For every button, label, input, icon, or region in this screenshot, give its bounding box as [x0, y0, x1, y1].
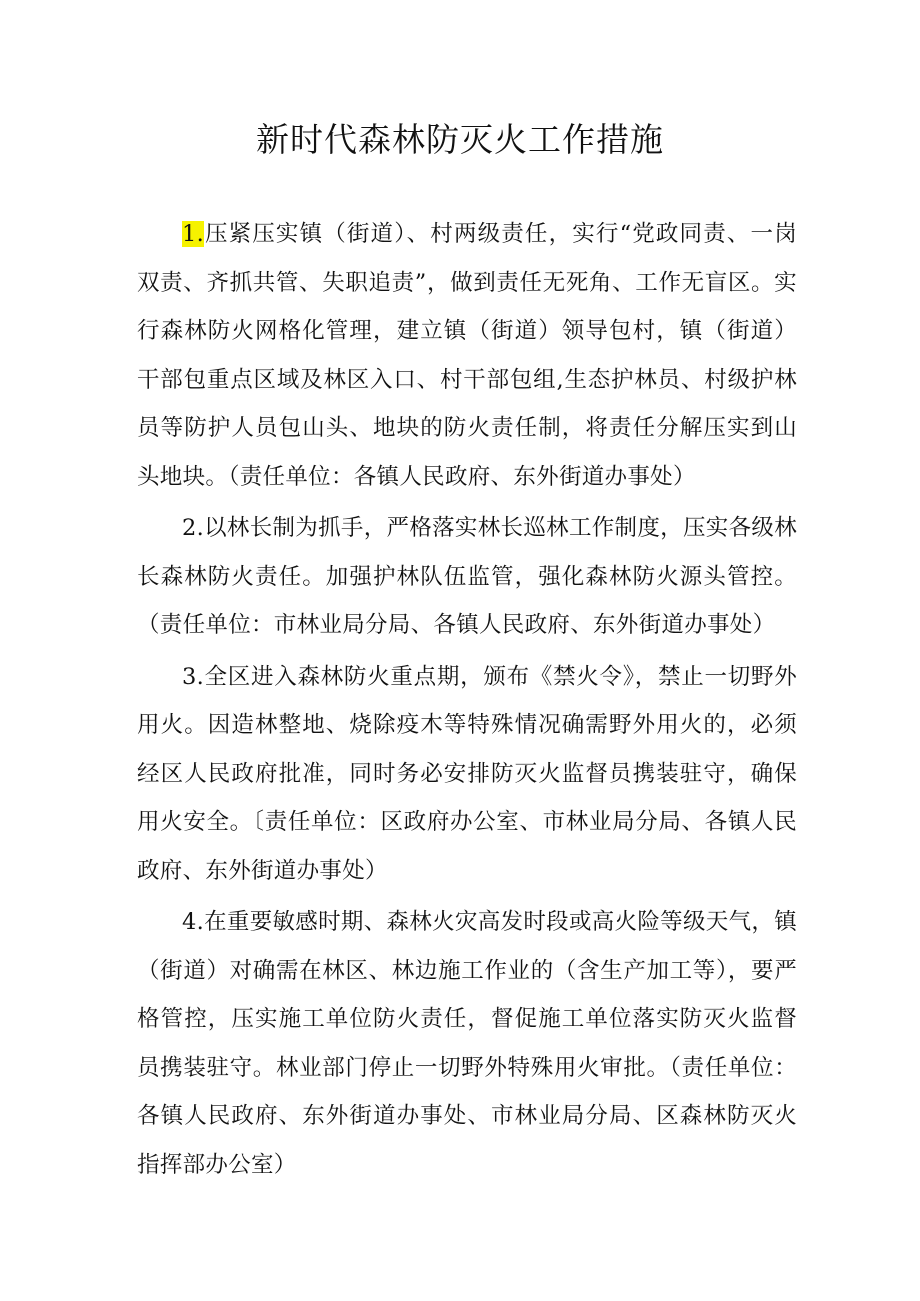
paragraph-4	[137, 898, 797, 1189]
paragraph-number: 2.	[182, 515, 205, 541]
paragraph-text: 全区进入森林防火重点期，颁布《禁火令》，禁止一切野外用火。因造林整地、烧除疫木等特殊情况确需野外用火的，必须经区人民政府批准，同时务必安排防灭火监督员携装驻守，确保用火安全。〔责任单位：区政府办公室、市林业局分局、各镇人民政府、东外街道办事处）	[137, 663, 797, 884]
paragraph-number-highlight: 1.	[182, 221, 205, 247]
paragraph-text: 在重要敏感时期、森林火灾高发时段或高火险等级天气，镇（街道）对确需在林区、林边施工作业的（含生产加工等），要严格管控，压实施工单位防火责任，督促施工单位落实防灭火监督员携装驻守。林业部门停止一切野外特殊用火审批。（责任单位：各镇人民政府、东外街道办事处、市林业局分局、区森林防灭火指挥部办公室）	[137, 909, 797, 1178]
paragraph-3	[137, 653, 797, 896]
paragraph-number: 4.	[182, 909, 205, 935]
paragraph-1	[137, 210, 797, 501]
document-body	[137, 210, 797, 1192]
paragraph-text: 以林长制为抓手，严格落实林长巡林工作制度，压实各级林长森林防火责任。加强护林队伍监管，强化森林防火源头管控。（责任单位：市林业局分局、各镇人民政府、东外街道办事处）	[137, 515, 797, 638]
paragraph-text: 压紧压实镇（街道）、村两级责任，实行“党政同责、一岗双责、齐抓共管、失职追责”，做到责任无死角、工作无盲区。实行森林防火网格化管理，建立镇（街道）领导包村，镇（街道）干部包重点区域及林区入口、村干部包组,生态护林员、村级护林员等防护人员包山头、地块的防火责任制，将责任分解压实到山头地块。（责任单位：各镇人民政府、东外街道办事处）	[137, 221, 797, 490]
paragraph-2	[137, 504, 797, 650]
document-title: 新时代森林防灭火工作措施	[256, 120, 664, 159]
paragraph-number: 3.	[182, 663, 205, 690]
